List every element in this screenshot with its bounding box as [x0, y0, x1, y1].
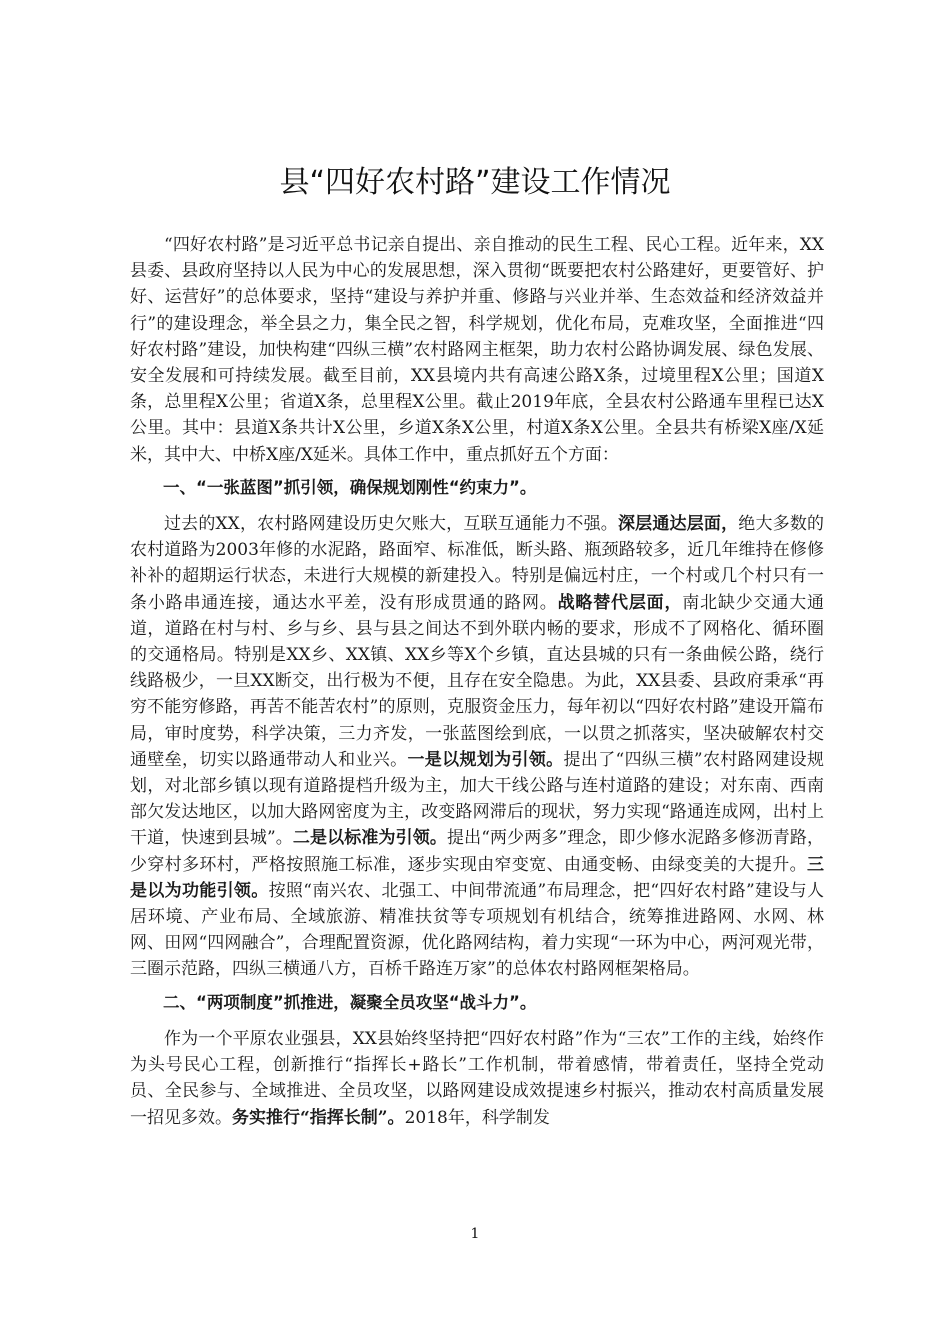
bold-run: 一是以规划为引领。 [407, 749, 564, 770]
bold-run: 务实推行“指挥长制”。 [232, 1107, 405, 1128]
text-run: 提出了“四纵三横”农村路网建设规划，对北部乡镇以现有道路提档升级为主，加大干线公路与连村道路的建设；对东南、西南部欠发达地区，以加大路网密度为主，改变路网滞后的现状，努力实现“路通连成网，出村上干道，快速到县城”。 [130, 749, 825, 849]
bold-run: 三是以为功能引领。 [130, 854, 824, 901]
section-heading-1: 一、“一张蓝图”抓引领，确保规划刚性“约束力”。 [163, 477, 537, 497]
section-1-paragraph [130, 511, 824, 983]
text-run: 绝大多数的农村道路为2003年修的水泥路，路面窄、标准低，断头路、瓶颈路较多，近几年维持在修修补补的超期运行状态，未进行大规模的新建投入。特别是偏远村庄，一个村或几个村只有一条小路串通连接，通达水平差，没有形成贯通的路网。 [130, 514, 825, 613]
document-body [130, 232, 824, 1131]
intro-paragraph: “四好农村路”是习近平总书记亲自提出、亲自推动的民生工程、民心工程。近年来，XX县委、县政府坚持以人民为中心的发展思想，深入贯彻“既要把农村公路建好，更要管好、护好、运营好”的总体要求，坚持“建设与养护并重、修路与兴业并举、生态效益和经济效益并行”的建设理念，举全县之力，集全民之智，科学规划，优化布局，克难攻坚，全面推进“四好农村路”建设，加快构建“四纵三横”农村路网主框架，助力农村公路协调发展、绿色发展、安全发展和可持续发展。截至目前，XX县境内共有高速公路X条，过境里程X公里；国道X条，总里程X公里；省道X条，总里程X公里。截止2019年底，全县农村公路通车里程已达X公里。其中：县道X条共计X公里，乡道X条X公里，村道X条X公里。全县共有桥梁X座/X延米，其中大、中桥X座/X延米。具体工作中，重点抓好五个方面： [130, 235, 824, 465]
text-run: 2018年，科学制发 [404, 1107, 550, 1128]
section-heading-2: 二、“两项制度”抓推进，凝聚全员攻坚“战斗力”。 [163, 992, 537, 1012]
section-2-paragraph [130, 1026, 824, 1131]
document-title: 县“四好农村路”建设工作情况 [279, 165, 671, 200]
text-run: 过去的XX，农村路网建设历史欠账大，互联互通能力不强。 [164, 514, 618, 535]
text-run: 按照“南兴农、北强工、中间带流通”布局理念，把“四好农村路”建设与人居环境、产业布局、全域旅游、精准扶贫等专项规划有机结合，统筹推进路网、水网、林网、田网“四网融合”，合理配置资源，优化路网结构，着力实现“一环为中心，两河观光带，三圈示范路，四纵三横通八方，百桥千路连万家”的总体农村路网框架格局。 [130, 880, 825, 980]
text-run: 南北缺少交通大通道，道路在村与村、乡与乡、县与县之间达不到外联内畅的要求，形成不了网格化、循环圈的交通格局。特别是XX乡、XX镇、XX乡等X个乡镇，直达县城的只有一条曲候公路，绕行线路极少，一旦XX断交，出行极为不便，且存在安全隐患。为此，XX县委、县政府秉承“再穷不能穷修路，再苦不能苦农村”的原则，克服资金压力，每年初以“四好农村路”建设开篇布局，审时度势，科学决策，三力齐发，一张蓝图绘到底，一以贯之抓落实，坚决破解农村交通壁垒，切实以路通带动人和业兴。 [130, 592, 825, 770]
text-run: 提出“两少两多”理念，即少修水泥路多修沥青路，少穿村多环村，严格按照施工标准，逐步实现由窄变宽、由通变畅、由绿变美的大提升。 [130, 828, 824, 875]
text-run: 作为一个平原农业强县，XX县始终坚持把“四好农村路”作为“三农”工作的主线，始终作为头号民心工程，创新推行“指挥长+路长”工作机制，带着感情，带着责任，坚持全党动员、全民参与、全域推进、全员攻坚，以路网建设成效提速乡村振兴，推动农村高质量发展一招见多效。 [130, 1028, 824, 1128]
bold-run: 深层通达层面， [617, 514, 739, 535]
bold-run: 战略替代层面， [557, 592, 683, 613]
bold-run: 二是以标准为引领。 [292, 828, 447, 849]
page-number: 1 [470, 1226, 480, 1242]
